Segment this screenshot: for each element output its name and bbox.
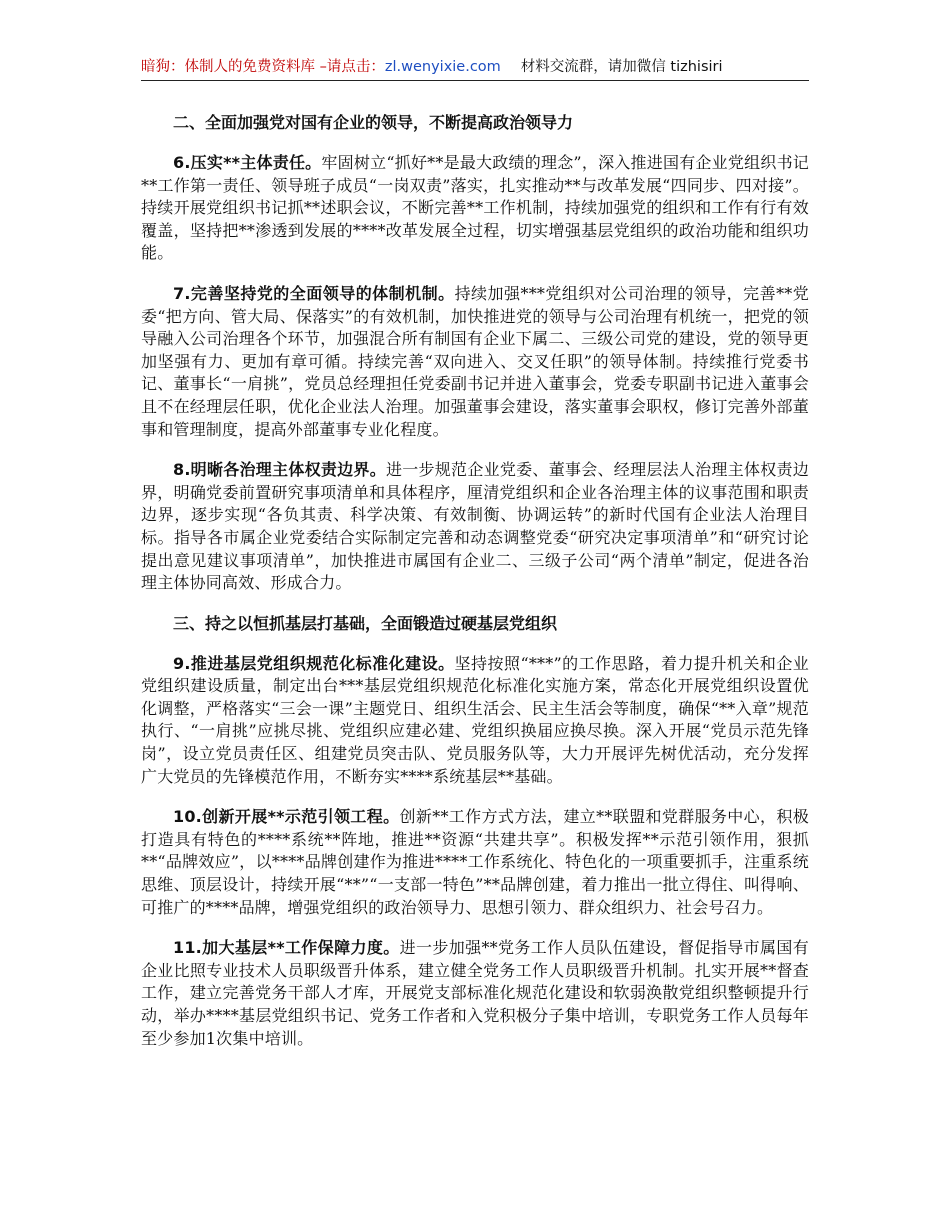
paragraph-body: 进一步加强**党务工作人员队伍建设，督促指导市属国有企业比照专业技术人员职级晋升体系，建立健全党务工作人员职级晋升机制。扎实开展**督查工作，建立完善党务干部人才库，开展党支部标准化规范化建设和软弱涣散党组织整顿提升行动，举办****基层党组织书记、党务工作者和入党积极分子集中培训，专职党务工作人员每年至少参加1次集中培训。 bbox=[141, 938, 810, 1048]
header-link[interactable]: zl.wenyixie.com bbox=[384, 59, 501, 75]
paragraph-title: 6.压实**主体责任。 bbox=[173, 153, 322, 172]
paragraph-title: 10.创新开展**示范引领工程。 bbox=[173, 807, 400, 827]
page-header bbox=[141, 56, 809, 81]
paragraph-body: 创新**工作方式方法，建立**联盟和党群服务中心，积极打造具有特色的****系统**阵地，推进**资源“共建共享”。积极发挥**示范引领作用，狠抓**“品牌效应”，以****品牌创建作为推进****工作系统化、特色化的一项重要抓手，注重系统思维、顶层设计，持续开展“**”“一支部一特色”**品牌创建，着力推出一批立得住、叫得响、可推广的****品牌，增强党组织的政治领导力、思想引领力、群众组织力、社会号召力。 bbox=[141, 807, 809, 917]
section-heading: 三、持之以恒抓基层打基础，全面锻造过硬基层党组织 bbox=[173, 613, 558, 633]
header-contact: 材料交流群，请加微信 tizhisiri bbox=[520, 59, 723, 75]
paragraph-title: 11.加大基层**工作保障力度。 bbox=[173, 938, 400, 958]
paragraph-body: 坚持按照“***”的工作思路，着力提升机关和企业党组织建设质量，制定出台***基层党组织规范化标准化实施方案，常态化开展党组织设置优化调整，严格落实“三会一课”主题党日、组织生活会、民主生活会等制度，确保“**入章”规范执行、“一肩挑”应挑尽挑、党组织应建必建、党组织换届应换尽换。深入开展“党员示范先锋岗”，设立党员责任区、组建党员突击队、党员服务队等，大力开展评先树优活动，充分发挥广大党员的先锋模范作用，不断夯实****系统基层**基础。 bbox=[141, 653, 809, 786]
header-click-hint: –请点击： bbox=[315, 59, 385, 75]
document-body bbox=[141, 112, 809, 1068]
paragraph-item-7 bbox=[141, 283, 809, 441]
paragraph-body: 牢固树立“抓好**是最大政绩的理念”，深入推进国有企业党组织书记**工作第一责任、领导班子成员“一岗双责”落实，扎实推动**与改革发展“四同步、四对接”。持续开展党组织书记抓**述职会议，不断完善**工作机制，持续加强党的组织和工作有行有效覆盖，坚持把**渗透到发展的****改革发展全过程，切实增强基层党组织的政治功能和组织功能。 bbox=[141, 153, 809, 263]
header-brand: 暗狗：体制人的免费资料库 bbox=[141, 59, 315, 75]
paragraph-item-11 bbox=[141, 937, 809, 1050]
section-heading: 二、全面加强党对国有企业的领导，不断提高政治领导力 bbox=[173, 113, 574, 132]
paragraph-title: 7.完善坚持党的全面领导的体制机制。 bbox=[173, 283, 455, 303]
paragraph-title: 9.推进基层党组织规范化标准化建设。 bbox=[173, 653, 455, 673]
paragraph-item-9 bbox=[141, 653, 809, 789]
paragraph-title: 8.明晰各治理主体权责边界。 bbox=[173, 460, 386, 480]
paragraph-item-10 bbox=[141, 806, 809, 919]
paragraph-item-8 bbox=[141, 459, 809, 595]
paragraph-body: 进一步规范企业党委、董事会、经理层法人治理主体权责边界，明确党委前置研究事项清单和具体程序，厘清党组织和企业各治理主体的议事范围和职责边界，逐步实现“各负其责、科学决策、有效制衡、协调运转”的新时代国有企业法人治理目标。指导各市属企业党委结合实际制定完善和动态调整党委“研究决定事项清单”和“研究讨论提出意见建议事项清单”，加快推进市属国有企业二、三级子公司“两个清单”制定，促进各治理主体协同高效、形成合力。 bbox=[141, 460, 809, 593]
paragraph-body: 持续加强***党组织对公司治理的领导，完善**党委“把方向、管大局、保落实”的有效机制，加快推进党的领导与公司治理有机统一，把党的领导融入公司治理各个环节，加强混合所有制国有企业下属二、三级公司党的建设，党的领导更加坚强有力、更加有章可循。持续完善“双向进入、交叉任职”的领导体制。持续推行党委书记、董事长“一肩挑”，党员总经理担任党委副书记并进入董事会，党委专职副书记进入董事会且不在经理层任职，优化企业法人治理。加强董事会建设，落实董事会职权，修订完善外部董事和管理制度，提高外部董事专业化程度。 bbox=[141, 283, 809, 439]
paragraph-item-6 bbox=[141, 152, 809, 265]
